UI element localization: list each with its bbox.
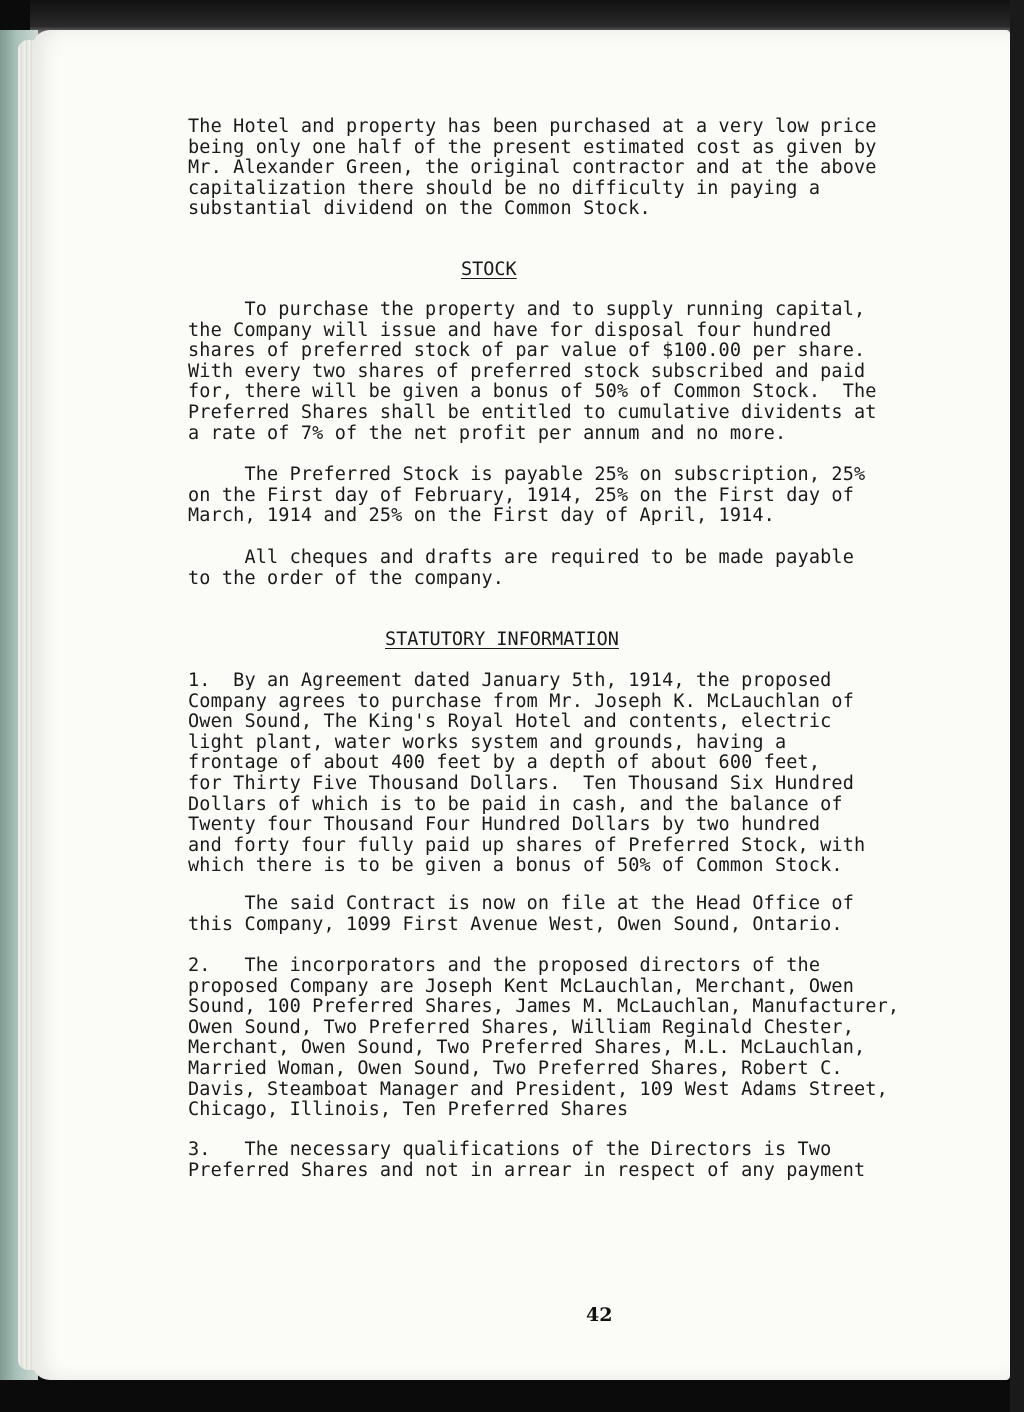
stock-heading: STOCK	[461, 259, 517, 280]
statutory-item-3: 3. The necessary qualifications of the Directors is Two Preferred Shares and not in arrear in respect of any payment	[188, 1139, 866, 1181]
scan-border	[1010, 0, 1024, 1412]
stock-paragraph-3: All cheques and drafts are required to be made payable to the order of the company.	[188, 547, 854, 589]
statutory-item-1: 1. By an Agreement dated January 5th, 1914, the proposed Company agrees to purchase from Mr. Joseph K. McLauchlan of Owen Sound, The King's Royal Hotel and contents, electric light plant, water works system and grounds, having a frontage of about 400 feet by a depth of about 600 feet, for Thirty Five Thousand Dollars. Ten Thousand Six Hundred Dollars of which is to be paid in cash, and the balance of Twenty four Thousand Four Hundred Dollars by two hundred and forty four fully paid up shares of Preferred Stock, with which there is to be given a bonus of 50% of Common Stock.	[188, 670, 866, 877]
intro-paragraph: The Hotel and property has been purchased at a very low price being only one half of the present estimated cost as given by Mr. Alexander Green, the original contractor and at the above capitalization there should be no difficulty in paying a substantial dividend on the Common Stock.	[188, 116, 877, 220]
stock-paragraph-1: To purchase the property and to supply running capital, the Company will issue and have for disposal four hundred shares of preferred stock of par value of $100.00 per share. With every two shares of preferred stock subscribed and paid for, there will be given a bonus of 50% of Common Stock. The Preferred Shares shall be entitled to cumulative dividents at a rate of 7% of the net profit per annum and no more.	[188, 299, 877, 444]
stock-paragraph-2: The Preferred Stock is payable 25% on subscription, 25% on the First day of February, 1914, 25% on the First day of March, 1914 and 25% on the First day of April, 1914.	[188, 464, 866, 527]
statutory-item-2: 2. The incorporators and the proposed directors of the proposed Company are Joseph Kent McLauchlan, Merchant, Owen Sound, 100 Preferred Shares, James M. McLauchlan, Manufacturer, Owen Sound, Two Preferred Shares, William Reginald Chester, Merchant, Owen Sound, Two Preferred Shares, M.L. McLauchlan, Married Woman, Owen Sound, Two Preferred Shares, Robert C. Davis, Steamboat Manager and President, 109 West Adams Street, Chicago, Illinois, Ten Preferred Shares	[188, 955, 900, 1121]
statutory-item-1-contract: The said Contract is now on file at the Head Office of this Company, 1099 First Avenue West, Owen Sound, Ontario.	[188, 893, 854, 935]
statutory-heading: STATUTORY INFORMATION	[385, 629, 619, 650]
page-number: 42	[586, 1304, 613, 1326]
